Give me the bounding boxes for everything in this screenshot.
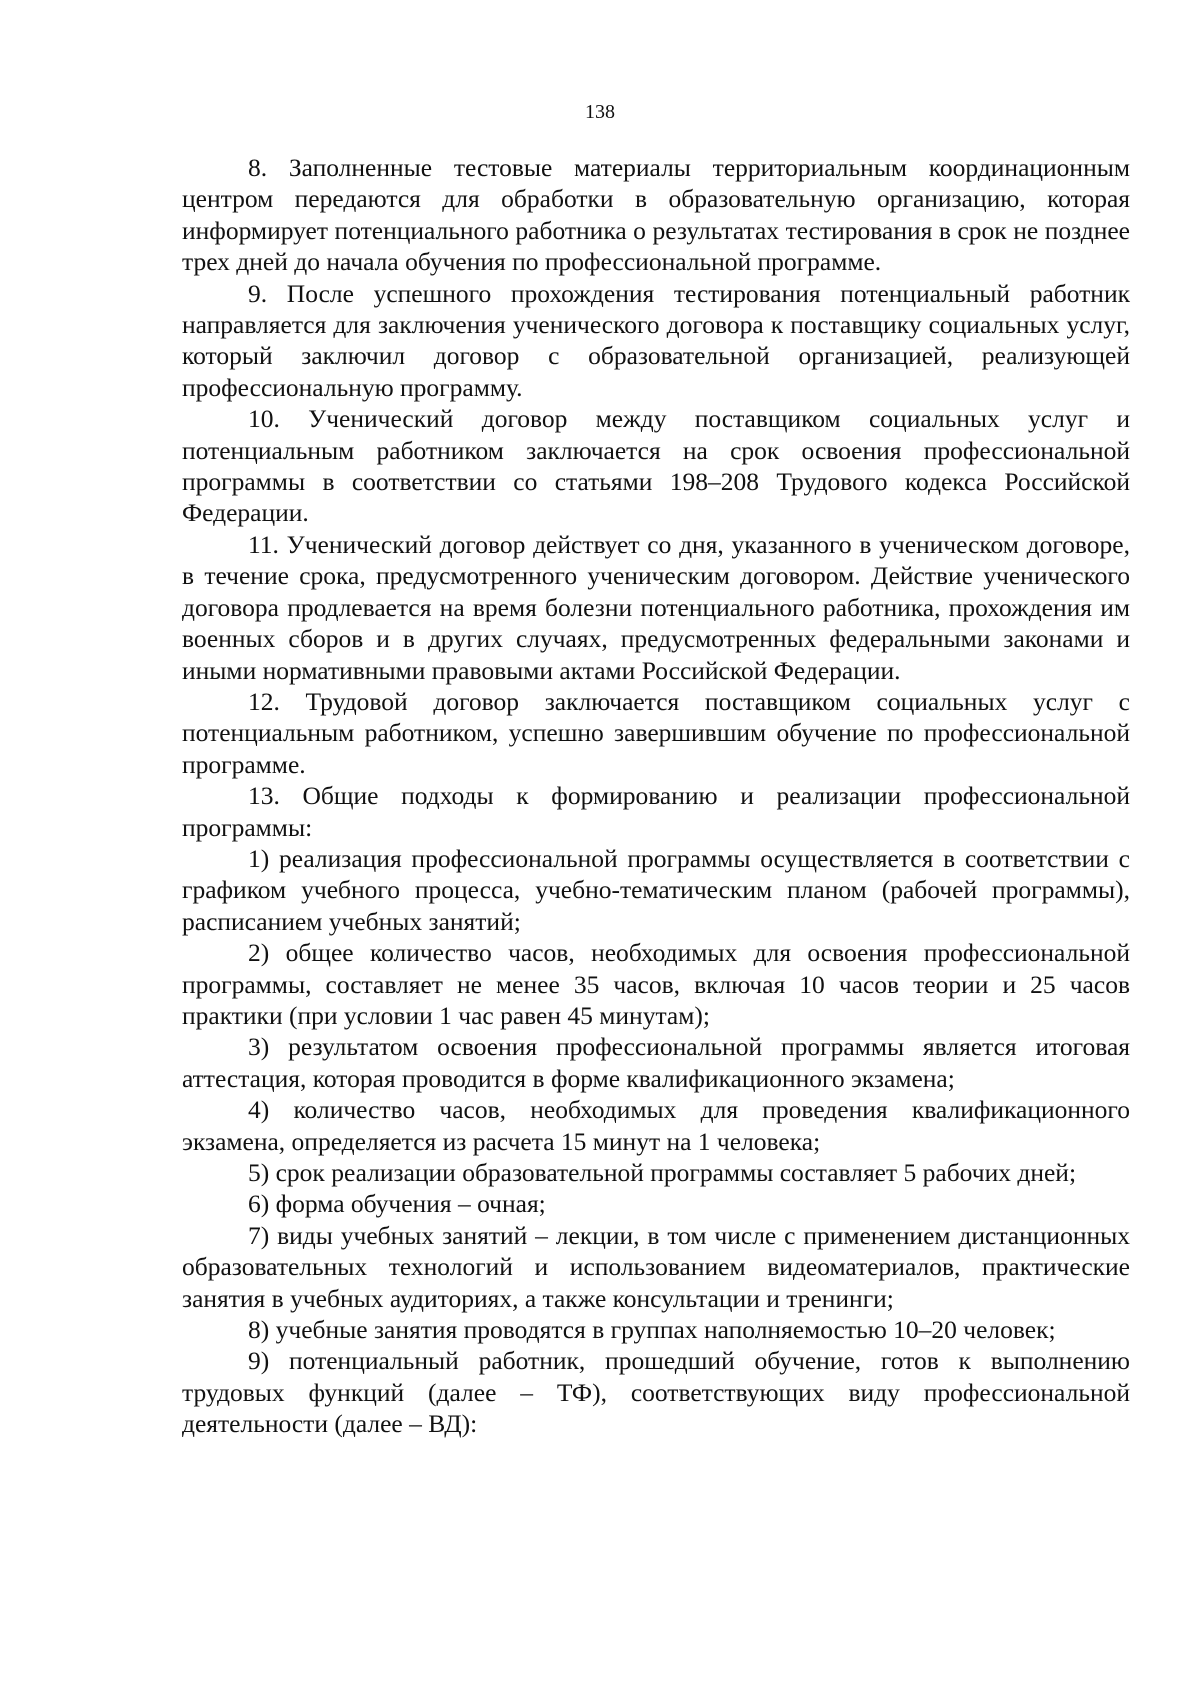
list-item-2: 2) общее количество часов, необходимых для освоения профессиональной программы, составляет не менее 35 часов, включая 10 часов теории и 25 часов практики (при условии 1 час равен 45 минутам); <box>182 938 1130 1030</box>
list-item-1: 1) реализация профессиональной программы осуществляется в соответствии с графиком учебного процесса, учебно-тематическим планом (рабочей программы), расписанием учебных занятий; <box>182 843 1130 936</box>
list-item-6: 6) форма обучения – очная; <box>248 1189 546 1219</box>
list-item-5: 5) срок реализации образовательной программы составляет 5 рабочих дней; <box>248 1158 1077 1187</box>
paragraph-8: 8. Заполненные тестовые материалы территориальным координационным центром передаются для обработки в образовательную организацию, которая информирует потенциального работника о результатах тестирования в срок не позднее трех дней до начала обучения по профессиональной программе. <box>182 153 1130 277</box>
list-item-9: 9) потенциальный работник, прошедший обучение, готов к выполнению трудовых функций (далее – ТФ), соответствующих виду профессиональной деятельности (далее – ВД): <box>182 1346 1130 1439</box>
page-number: 138 <box>585 101 615 123</box>
paragraph-12: 12. Трудовой договор заключается поставщиком социальных услуг с потенциальным работником, успешно завершившим обучение по профессиональной программе. <box>182 686 1130 779</box>
list-item-3: 3) результатом освоения профессиональной программы является итоговая аттестация, которая проводится в форме квалификационного экзамена; <box>182 1032 1130 1093</box>
paragraph-11: 11. Ученический договор действует со дня, указанного в ученическом договоре, в течение срока, предусмотренного ученическим договором. Действие ученического договора продлевается на время болезни потенциального работника, прохождения им военных сборов и в других случаях, предусмотренных федеральными законами и иными нормативными правовыми актами Российской Федерации. <box>182 529 1130 685</box>
list-item-7: 7) виды учебных занятий – лекции, в том числе с применением дистанционных образовательных технологий и использованием видеоматериалов, практические занятия в учебных аудиториях, а также консультации и тренинги; <box>182 1220 1130 1313</box>
document-body <box>182 152 1130 1440</box>
paragraph-13: 13. Общие подходы к формированию и реализации профессиональной программы: <box>182 781 1130 842</box>
paragraph-10: 10. Ученический договор между поставщиком социальных услуг и потенциальным работником заключается на срок освоения профессиональной программы в соответствии со статьями 198–208 Трудового кодекса Российской Федерации. <box>182 404 1130 528</box>
list-item-4: 4) количество часов, необходимых для проведения квалификационного экзамена, определяется из расчета 15 минут на 1 человека; <box>182 1095 1130 1156</box>
paragraph-9: 9. После успешного прохождения тестирования потенциальный работник направляется для заключения ученического договора к поставщику социальных услуг, который заключил договор с образовательной организацией, реализующей профессиональную программу. <box>182 278 1130 402</box>
list-item-8: 8) учебные занятия проводятся в группах наполняемостью 10–20 человек; <box>248 1315 1056 1345</box>
